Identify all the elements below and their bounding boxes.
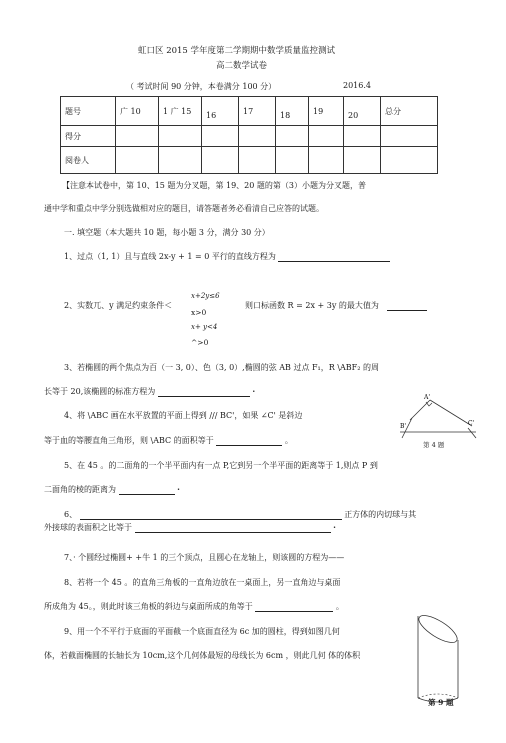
question-5-line-1: 5、在 45 。的二面角的一个半平面内有一点 P,它到另一个半平面的距离等于 1,则点 P 到: [64, 461, 378, 470]
score-table-row: [61, 147, 438, 174]
exam-title: 虹口区 2015 学年度第二学期期中数学质量监控测试: [138, 46, 336, 56]
point-b-label: B': [400, 423, 407, 430]
edge: [430, 400, 472, 426]
score-input-cell[interactable]: [276, 126, 309, 147]
edge: [468, 428, 476, 438]
point-c-label: C': [468, 420, 475, 427]
question-8-line-1: 8、若将一个 45 。的直角三角板的一直角边放在一桌面上，另一直角边与桌面: [64, 578, 341, 587]
grader-input-cell[interactable]: [309, 147, 344, 174]
grader-input-cell[interactable]: [116, 147, 159, 174]
score-input-cell[interactable]: [381, 126, 438, 147]
point-a-label: A': [424, 394, 430, 401]
question-6-line-2: 外接球的表面积之比等于 ·: [44, 522, 336, 532]
grader-input-cell[interactable]: [344, 147, 381, 174]
question-4-line-2: 等于血的等腰直角三角形，则 \ABC 的面积等于 。: [44, 436, 293, 445]
question-1: [64, 251, 390, 262]
constraint-1: x+2y≤6: [191, 292, 220, 300]
question-3-line-2: 长等于 20,该椭圆的标准方程为 ·: [44, 386, 256, 396]
constraint-3: x+ y<4: [191, 323, 218, 331]
exam-date: 2016.4: [343, 81, 371, 90]
score-input-cell[interactable]: [159, 126, 202, 147]
score-cell: 广 10: [116, 97, 159, 126]
score-cell: 题号: [61, 97, 116, 126]
question-5-line-2: 二面角的棱的距离为 ·: [44, 484, 180, 494]
score-cell: 16: [202, 97, 239, 126]
figure-9-caption: 第 9 题: [428, 698, 454, 707]
score-cell: 总分: [381, 97, 438, 126]
score-table-header-row: [61, 97, 438, 126]
question-4-line-1: 4、将 \ABC 画在水平放置的平面上得到 /// BC'，如果 ∠C' 是斜边: [64, 411, 303, 420]
answer-blank[interactable]: [278, 252, 390, 262]
constraint-4: ^>0: [191, 338, 209, 347]
answer-blank[interactable]: [80, 510, 342, 520]
question-2-lead: 2、实数兀、y 满足约束条件＜: [64, 301, 173, 310]
question-6-line-1: 6、 正方体的内切球与其: [64, 510, 417, 519]
score-input-cell[interactable]: [239, 126, 276, 147]
score-table-row: [61, 126, 438, 147]
answer-blank[interactable]: [387, 301, 427, 311]
grader-input-cell[interactable]: [276, 147, 309, 174]
grader-input-cell[interactable]: [239, 147, 276, 174]
question-2-tail: 则口标函数 R = 2x + 3y 的最大值为: [245, 300, 427, 311]
question-9-line-2: 体，若截面椭圆的长轴长为 10cm,这个几何体最短的母线长为 6cm ，则此几何 体的体积: [44, 651, 361, 660]
question-3-line-1: 3、若椭圆的两个焦点为百（一 3, 0）、色（3, 0）,椭圆的弦 AB 过点 F₁，R \ABF₂ 的周: [64, 363, 379, 372]
answer-blank[interactable]: [135, 523, 331, 533]
constraint-2: x>0: [191, 308, 207, 317]
question-9-line-1: 9、用一个不平行于底面的平面截一个底面直径为 6c 加的圆柱，得到如图几何: [64, 627, 340, 636]
score-input-cell[interactable]: [344, 126, 381, 147]
score-cell: 20: [344, 97, 381, 126]
figure-9-cylinder: [414, 612, 464, 710]
answer-blank[interactable]: [255, 602, 333, 612]
grader-input-cell[interactable]: [202, 147, 239, 174]
answer-blank[interactable]: [158, 387, 250, 397]
grader-input-cell[interactable]: [381, 147, 438, 174]
score-input-cell[interactable]: [309, 126, 344, 147]
section-title: 一. 填空题（本大题共 10 题，每小题 3 分，满分 30 分）: [64, 228, 270, 237]
score-cell: 18: [276, 97, 309, 126]
score-row-label: 得分: [61, 126, 116, 147]
score-cell: 17: [239, 97, 276, 126]
grader-input-cell[interactable]: [159, 147, 202, 174]
figure-4-caption: 第 4 题: [423, 441, 445, 449]
score-cell: 1 广 15: [159, 97, 202, 126]
answer-blank[interactable]: [216, 436, 282, 446]
question-1-text: 1、过点（1, 1）且与直线 2x-y + 1 = 0 平行的直线方程为: [64, 252, 276, 261]
question-8-line-2: 所成角为 45。，则此时该三角板的斜边与桌面所成的角等于 。: [44, 602, 344, 611]
grader-row-label: 阅卷人: [61, 147, 116, 174]
section-ellipse: [415, 612, 461, 647]
notice-line-2: 通中学和重点中学分别选做相对应的题目，请答题者务必看清自己应答的试题。: [44, 204, 324, 213]
exam-subtitle: 高二数学试卷: [216, 61, 268, 71]
score-table: [60, 96, 438, 174]
exam-info: （ 考试时间 90 分钟，本卷满分 100 分）: [126, 82, 277, 91]
score-input-cell[interactable]: [202, 126, 239, 147]
question-7: 7、· 个圆经过椭圆+ +牛 1 的三个顶点，且圆心在龙轴上，则该圆的方程为——: [64, 553, 345, 562]
answer-blank[interactable]: [119, 485, 175, 495]
score-input-cell[interactable]: [116, 126, 159, 147]
score-cell: 19: [309, 97, 344, 126]
notice-line-1: 【注意本试卷中，第 10、15 题为分叉题，第 19、20 题的第（3）小题为分叉题，普: [62, 181, 366, 190]
